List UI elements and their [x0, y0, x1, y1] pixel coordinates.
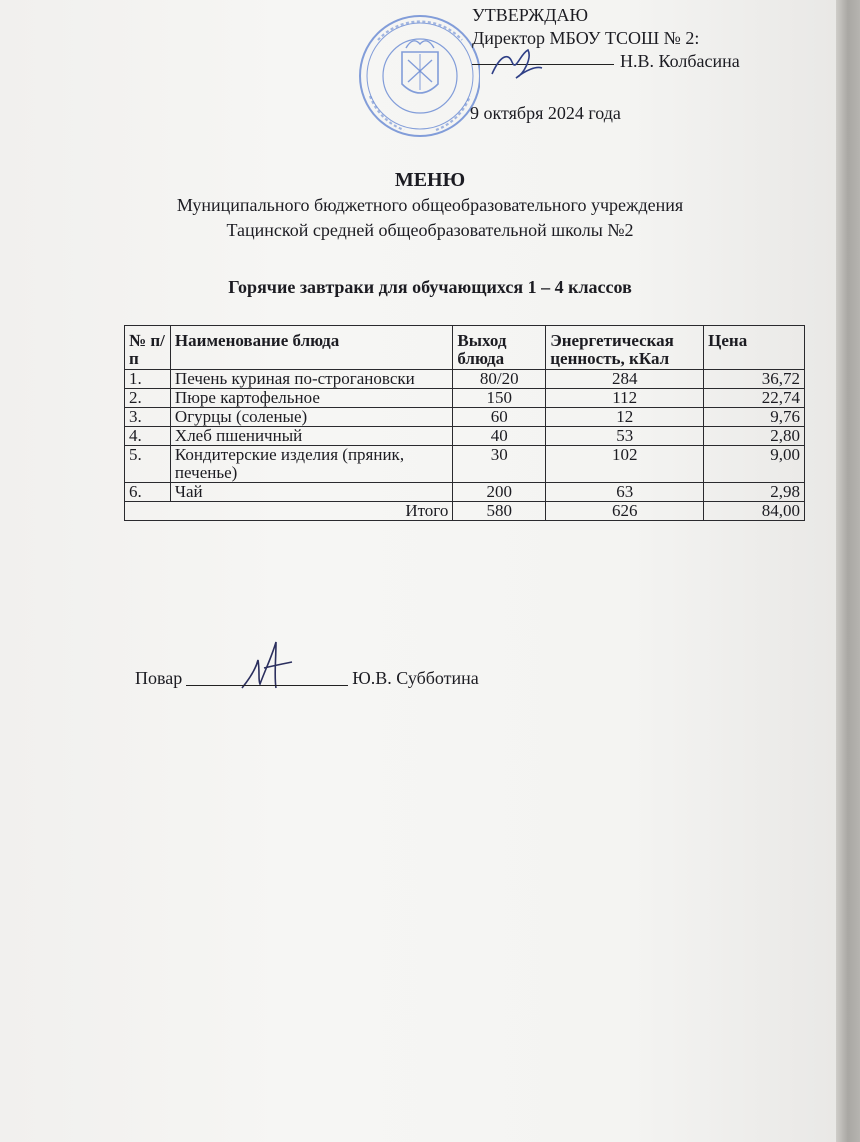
dish-output: 40 [453, 427, 546, 446]
dish-price: 22,74 [704, 389, 805, 408]
dish-name: Чай [170, 483, 452, 502]
total-output: 580 [453, 502, 546, 521]
total-kcal: 626 [546, 502, 704, 521]
paper-edge-shadow [836, 0, 860, 1142]
dish-output: 150 [453, 389, 546, 408]
table-row [125, 483, 805, 502]
row-number: 6. [125, 483, 171, 502]
page-title: МЕНЮ [394, 169, 466, 191]
dish-output: 80/20 [453, 370, 546, 389]
dish-output: 200 [453, 483, 546, 502]
table-row [125, 389, 805, 408]
dish-output: 60 [453, 408, 546, 427]
column-header-name: Наименование блюда [170, 326, 452, 370]
column-header-number: № п/п [125, 326, 171, 370]
dish-name: Кондитерские изделия (пряник, печенье) [170, 446, 452, 483]
menu-subtitle: Горячие завтраки для обучающихся 1 – 4 классов [228, 277, 632, 297]
cook-name: Ю.В. Субботина [352, 668, 479, 688]
table-row [125, 427, 805, 446]
cook-signature-line [186, 685, 348, 686]
table-row [125, 446, 805, 483]
dish-kcal: 53 [546, 427, 704, 446]
column-header-output: Выход блюда [453, 326, 546, 370]
table-total-row [125, 502, 805, 521]
row-number: 1. [125, 370, 171, 389]
dish-price: 36,72 [704, 370, 805, 389]
column-header-kcal: Энергетическая ценность, кКал [546, 326, 704, 370]
dish-price: 2,98 [704, 483, 805, 502]
dish-kcal: 63 [546, 483, 704, 502]
approval-signer: Н.В. Колбасина [620, 51, 740, 71]
menu-table [124, 325, 805, 521]
row-number: 3. [125, 408, 171, 427]
dish-name: Огурцы (соленые) [170, 408, 452, 427]
cook-role: Повар [135, 668, 183, 688]
director-signature [486, 44, 546, 84]
dish-name: Пюре картофельное [170, 389, 452, 408]
dish-name: Печень куриная по-строгановски [170, 370, 452, 389]
dish-kcal: 284 [546, 370, 704, 389]
dish-price: 9,00 [704, 446, 805, 483]
column-header-price: Цена [704, 326, 805, 370]
dish-name: Хлеб пшеничный [170, 427, 452, 446]
cook-signature-row [135, 668, 479, 689]
dish-price: 9,76 [704, 408, 805, 427]
approval-date: 9 октября 2024 года [470, 103, 621, 123]
dish-kcal: 112 [546, 389, 704, 408]
row-number: 4. [125, 427, 171, 446]
total-label: Итого [125, 502, 453, 521]
organization-line-1: Муниципального бюджетного общеобразовательного учреждения [176, 195, 684, 215]
school-stamp [358, 0, 480, 148]
table-header-row [125, 326, 805, 370]
dish-output: 30 [453, 446, 546, 483]
table-row [125, 408, 805, 427]
organization-line-2: Тацинской средней общеобразовательной школы №2 [226, 220, 634, 240]
dish-kcal: 12 [546, 408, 704, 427]
total-price: 84,00 [704, 502, 805, 521]
row-number: 2. [125, 389, 171, 408]
approval-position: Директор МБОУ ТСОШ № 2: [472, 28, 700, 48]
dish-price: 2,80 [704, 427, 805, 446]
dish-kcal: 102 [546, 446, 704, 483]
row-number: 5. [125, 446, 171, 483]
approval-title: УТВЕРЖДАЮ [472, 5, 589, 25]
table-row [125, 370, 805, 389]
